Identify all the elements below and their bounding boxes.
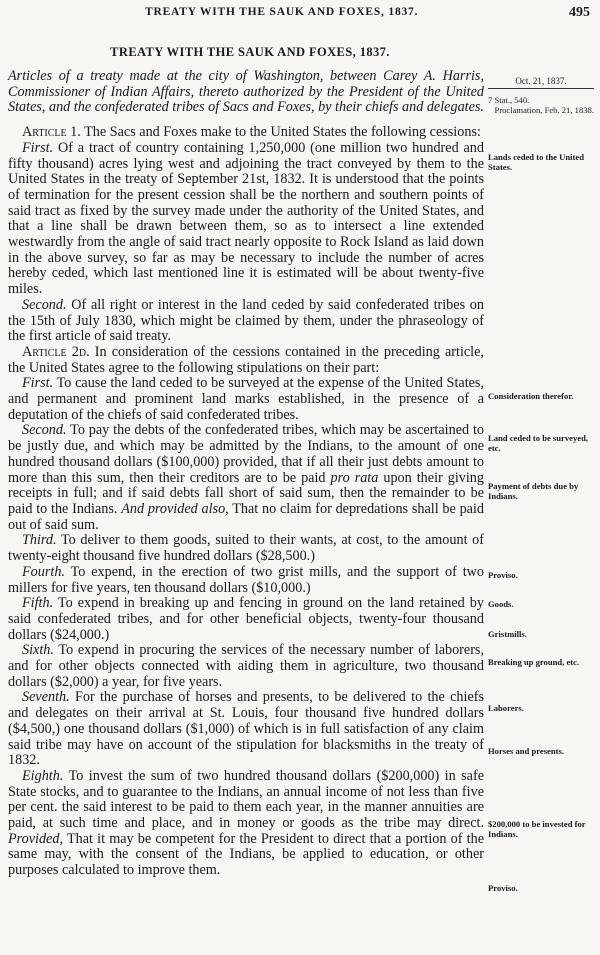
seventh-text: For the purchase of horses and presents, to be delivered to the chiefs and delegates on their arrival at St. Louis, four thousand five hundred dollars ($4,500,) one thousand dollars ($1,000) of which is in full satisfaction of any claim said tribe may have on account of the stipulation for blacksmiths in the treaty of 1832. [8,689,484,769]
margin-consideration: Consideration therefor. [488,391,574,401]
margin-stat: 7 Stat., 540. [488,95,530,105]
margin-laborers: Laborers. [488,703,524,713]
seventh-label: Seventh. [22,689,70,706]
eighth-text-a: To invest the sum of two hundred thousand dollars ($200,000) in safe State stocks, and to guarantee to the Indians, an annual income of not less than five per cent. the said interest to be paid to them each year, in the manner annuities are paid, at such time and place, and in money or goods as the tribe may direct. [8,767,484,832]
fifth-text: To expend in breaking up and fencing in ground on the land retained by said confederated tribes, and for other beneficial objects, twenty-four thousand dollars ($24,000.) [8,595,484,643]
article-2-label: Article 2d. [22,343,90,360]
article-1-label: Article 1. [22,124,81,141]
second-text-a: To pay the debts of the confederated tribes, which may be ascertained to be justly due, and which may be admitted by the Indians, to the amount of one hundred thousand dollars ($100,000) provided, that if all their just debts amount to more than this sum, then their creditors are to be paid [8,422,484,486]
fourth-text: To expend, in the erection of two grist mills, and the support of two millers for five years, ten thousand dollars ($10,000.) [8,563,484,596]
margin-proviso-2: Proviso. [488,883,518,893]
margin-invested: $200,000 to be invested for Indians. [488,819,586,839]
body-text [8,69,484,879]
page-number: 495 [569,5,590,20]
article-1-second [8,298,484,345]
sixth-text: To expend in procuring the services of the necessary number of laborers, and for other objects connected with aiding them in agriculture, two thousand dollars ($2,000) a year, for five years. [8,642,484,690]
article-2-fourth [8,565,484,596]
second-label: Second. [22,296,67,313]
running-head [0,6,600,22]
margin-proviso-1: Proviso. [488,570,518,580]
margin-date: Oct. 21, 1837. [488,77,594,89]
margin-gristmills: Gristmills. [488,629,527,639]
article-2-second [8,423,484,533]
margin-horses: Horses and presents. [488,746,564,756]
article-2-fifth [8,596,484,643]
article-1-first [8,141,484,298]
article-2-text: In consideration of the cessions contained in the preceding article, the United States agree to the following stipulations on their part: [8,343,484,376]
margin-land-surveyed: Land ceded to be surveyed, etc. [488,433,589,453]
second-text-c: That no claim for depredations shall be paid out of said sum. [8,500,484,533]
margin-goods: Goods. [488,599,514,609]
article-2-eighth [8,769,484,879]
fourth-label: Fourth. [22,563,65,580]
and-provided: And provided also, [121,500,229,517]
fifth-label: Fifth. [22,595,54,612]
preamble: Articles of a treaty made at the city of Washington, between Carey A. Harris, Commissioner of Indian Affairs, thereto authorized by the President of the United States, and the confederated tribes of Sacs and Foxes, by their chiefs and delegates. [8,68,484,116]
margin-lands-ceded: Lands ceded to the United States. [488,152,584,172]
margin-breaking: Breaking up ground, etc. [488,657,580,667]
second-label: Second. [22,422,67,439]
margin-debts: Payment of debts due by Indians. [488,481,579,501]
provided: Provided, [8,830,64,847]
first-label: First. [22,375,54,392]
article-2-sixth [8,643,484,690]
pro-rata: pro rata [330,469,379,486]
second-text-b: upon their giving receipts in full; and if said debts fall short of said sum, then the remainder to be paid to the Indians. [8,469,484,517]
article-1 [8,125,484,141]
third-text: To deliver to them goods, suited to their wants, at cost, to the amount of twenty-eight thousand five hundred dollars ($28,500.) [8,532,484,565]
article-2 [8,345,484,376]
third-label: Third. [22,532,57,549]
first-label: First. [22,139,54,156]
second-text: Of all right or interest in the land ceded by said confederated tribes on the 15th of July 1830, which might be claimed by them, under the phraseology of the first article of said treaty. [8,296,484,345]
running-title: TREATY WITH THE SAUK AND FOXES, 1837. [145,6,419,18]
article-2-first [8,376,484,423]
margin-proclamation: Proclamation, Feb. 21, 1838. [494,105,594,115]
eighth-label: Eighth. [22,767,64,784]
sixth-label: Sixth. [22,642,54,659]
eighth-text-b: That it may be competent for the President to direct that a portion of the same may, with the consent of the Indians, be applied to education, or other purposes calculated to improve them. [8,830,484,879]
article-2-seventh [8,690,484,769]
first-text: To cause the land ceded to be surveyed at the expense of the United States, and permanent and prominent land marks established, in the presence of a deputation of the chiefs of said confederated tribes. [8,375,484,423]
article-1-text: The Sacs and Foxes make to the United States the following cessions: [80,124,481,141]
treaty-title: TREATY WITH THE SAUK AND FOXES, 1837. [110,45,390,59]
first-text: Of a tract of country containing 1,250,000 (one million two hundred and fifty thousand) acres lying west and adjoining the tract conveyed by them to the United States in the treaty of September 21st, 1832. It is understood that the points of termination for the present cession shall be the northern and southern points of said tract as fixed by the survey made under the authority of the United States, and that a line shall be drawn between them, so as to intersect a line extended westwardly from the angle of said tract nearly opposite to Rock Island as laid down in the above survey, so far as may be necessary to include the number of acres hereby ceded, which last mentioned line it is estimated will be about twenty-five miles. [8,139,484,298]
article-2-third [8,533,484,564]
